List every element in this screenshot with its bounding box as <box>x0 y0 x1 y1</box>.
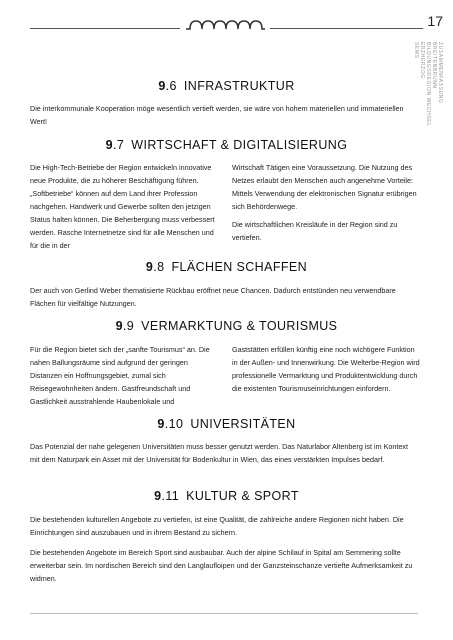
paragraph: Wirtschaft Tätigen eine Voraussetzung. Die Nutzung des Netzes erlaubt den Menschen auch angenehme Vorteile: Mittels Verwendung der elektronischen Signatur erübrigen sich Behördenwege. <box>232 163 417 211</box>
section-number: 9 <box>157 417 165 431</box>
section-number: 9 <box>105 138 114 152</box>
paragraph: Die wirtschaftlichen Kreisläufe in der Region sind zu vertiefen. <box>232 220 398 242</box>
section-subnumber: .9 <box>122 319 135 333</box>
right-column <box>232 161 422 249</box>
section-title: VERMARKTUNG & TOURISMUS <box>141 319 338 333</box>
section-paragraph: Die interkommunale Kooperation möge wesentlich vertieft werden, sie wäre von hohem materiellen und immateriellen Wert! <box>30 104 404 126</box>
section-subnumber: .6 <box>165 79 177 93</box>
wave-ornament-icon <box>184 18 266 32</box>
section-title: INFRASTRUKTUR <box>183 79 295 93</box>
section-title: FLÄCHEN SCHAFFEN <box>171 260 308 274</box>
section-subnumber: .8 <box>153 260 165 274</box>
paragraph: Die High-Tech-Betriebe der Region entwickeln innovative neue Produkte, die zu höherer Beschäftigung führen. „Softbetriebe“ können auf dem Land ihrer Profession nachgehen. Handwerk und Gewerbe sollten den jetzigen Status halten können. Die Beherbergung muss verbessert werden. Rasche Internetnetze sind für alle Menschen und für die in der <box>30 163 215 250</box>
footer-rule <box>30 613 418 614</box>
section-heading-flaechen <box>0 260 453 274</box>
section-subnumber: .10 <box>164 417 184 431</box>
section-heading-kultur-sport <box>0 489 453 503</box>
section-number: 9 <box>158 79 166 93</box>
section-title: KULTUR & SPORT <box>186 489 299 503</box>
section-title: UNIVERSITÄTEN <box>190 417 296 431</box>
section-paragraph: Der auch von Gerlind Weber thematisierte Rückbau eröffnet neue Chancen. Dadurch entstünden neu verwendbare Flächen für vielfältige Nutzungen. <box>30 286 396 308</box>
section-subnumber: .7 <box>113 138 125 152</box>
left-column <box>30 161 220 257</box>
section-heading-wirtschaft <box>0 138 453 152</box>
section-number: 9 <box>154 489 162 503</box>
section-number: 9 <box>145 260 154 274</box>
section-paragraph: Die bestehenden Angebote im Bereich Sport sind ausbaubar. Auch der alpine Schilauf in Spital am Semmering sollte erweiterbar sein. Im nordischen Bereich sind den Langlaufloipen und der Ganzsteinschanze vertiefte Aufmerksamkeit zu widmen. <box>30 548 413 583</box>
section-paragraph: Das Potenzial der nahe gelegenen Universitäten muss besser genutzt werden. Das Naturlabor Altenberg ist im Kontext mit dem Naturpark ein Asset mit der Universität für Bodenkultur in Wien, das eines verstärkten Impulses bedarf. <box>30 442 408 464</box>
paragraph: Gaststätten erfüllen künftig eine noch wichtigere Funktion in der Außen- und Innenwirkung. Die Welterbe-Region wird professionelle Vermarktung und Produktentwicklung durch die existenten Tourismuseinrichtungen einfordern. <box>232 345 420 393</box>
section-heading-universitaeten <box>0 417 453 431</box>
section-heading-vermarktung <box>0 319 453 333</box>
right-column <box>232 343 422 400</box>
section-number: 9 <box>115 319 123 333</box>
section-subnumber: .11 <box>161 489 180 503</box>
sidebar-vertical-text: ZUSAMMENFASSUNG BREITENBRUNN BILDUNGSREGION WECHSEL ERZHERZOG SEMS <box>413 42 443 127</box>
left-column <box>30 343 220 413</box>
section-paragraph: Die bestehenden kulturellen Angebote zu vertiefen, ist eine Qualität, die zahlreiche andere Regionen nicht haben. Die Einrichtungen sind auszubauen und in ihrem Bestand zu sichern. <box>30 515 404 537</box>
section-title: WIRTSCHAFT & DIGITALISIERUNG <box>131 138 348 152</box>
page-number: 17 <box>427 13 443 29</box>
paragraph: Für die Region bietet sich der „sanfte Tourismus“ an. Die nahen Ballungsräume sind aufgrund der geringen Distanzen ein Hoffnungsgebiet, zumal sich Reisegewohnheiten ändern. Gastfreundschaft und Gastlichkeit ausstrahlende Haubenlokale und <box>30 345 210 406</box>
section-heading-infrastruktur <box>0 79 453 93</box>
